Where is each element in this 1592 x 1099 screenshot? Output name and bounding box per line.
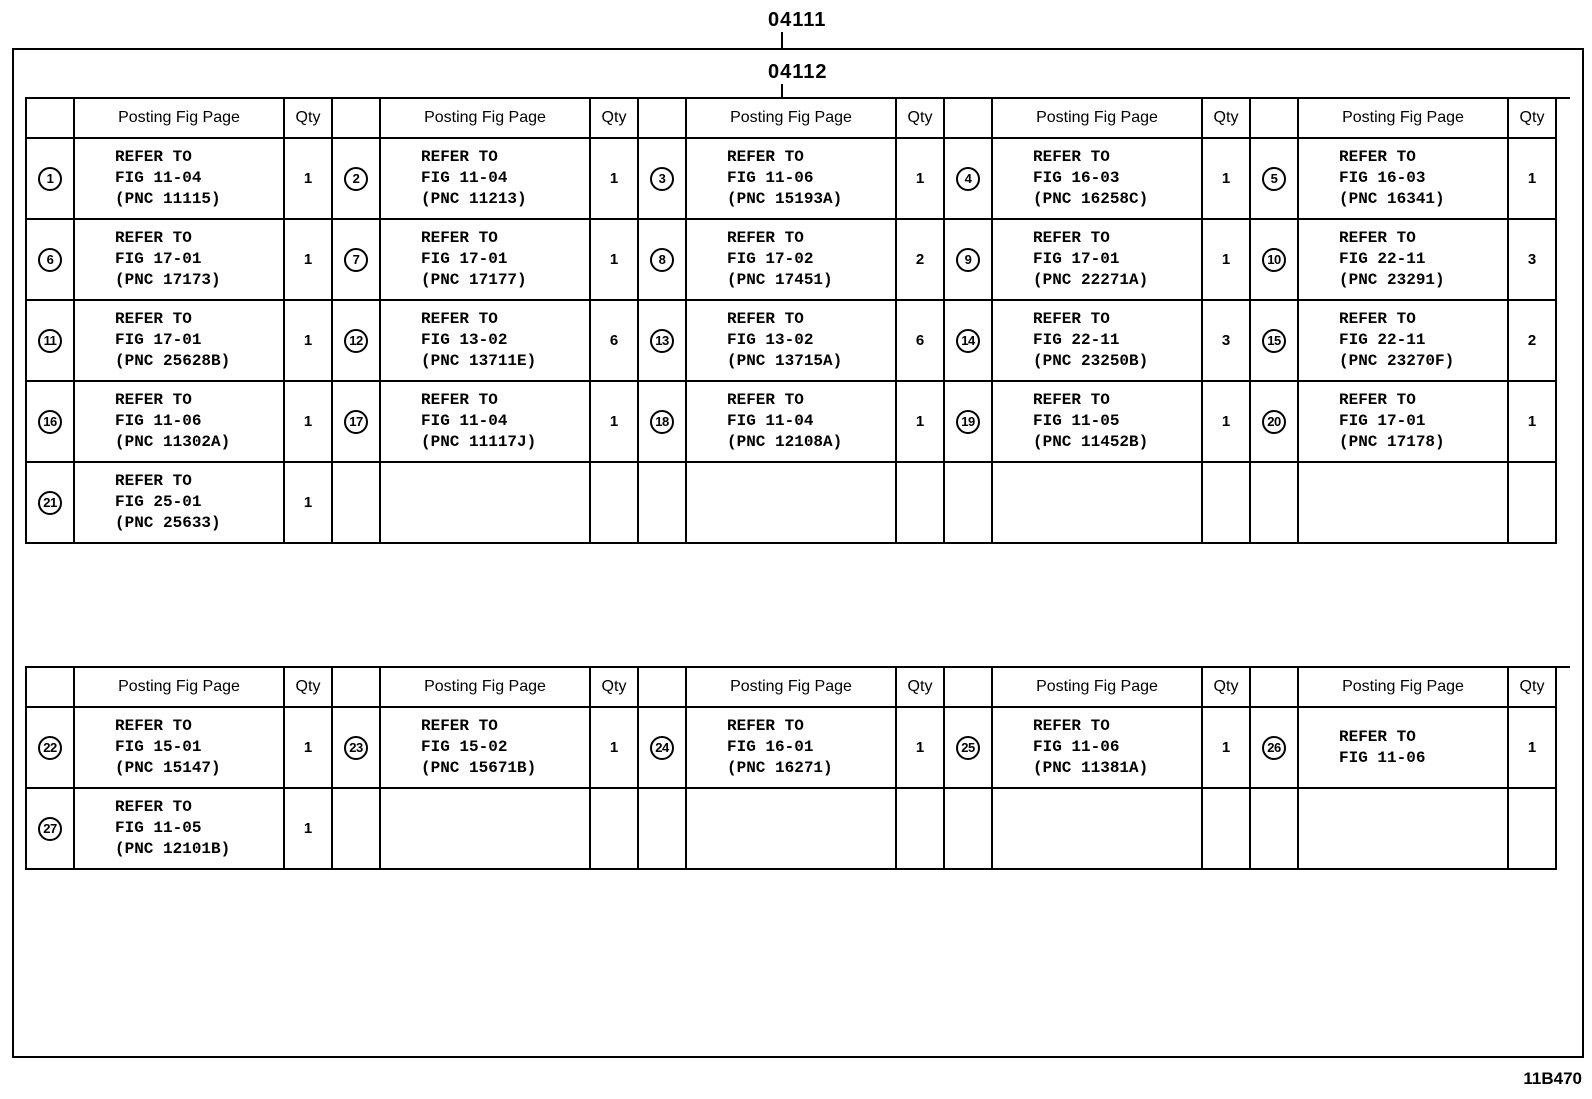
posting-text — [727, 390, 842, 453]
header-posting: Posting Fig Page — [687, 668, 897, 708]
qty-cell: 1 — [591, 708, 639, 789]
posting-cell — [687, 220, 897, 301]
posting-cell — [687, 382, 897, 463]
qty-cell: 1 — [591, 139, 639, 220]
label-04111: 04111 — [768, 9, 827, 31]
posting-cell — [381, 220, 591, 301]
posting-text — [1339, 309, 1454, 372]
posting-line: REFER TO — [727, 391, 804, 409]
parts-table-upper — [25, 97, 1570, 544]
qty-cell: 1 — [1203, 708, 1251, 789]
posting-line: REFER TO — [1339, 391, 1416, 409]
callout-cell — [27, 382, 75, 463]
callout-cell — [1251, 789, 1299, 870]
callout-cell — [333, 382, 381, 463]
callout-number: 9 — [956, 248, 980, 272]
qty-cell: 1 — [591, 382, 639, 463]
posting-line: (PNC 11302A) — [115, 433, 231, 451]
header-num-cell — [639, 668, 687, 708]
posting-cell — [687, 789, 897, 870]
callout-number: 24 — [650, 736, 674, 760]
callout-number: 21 — [38, 491, 62, 515]
posting-line: FIG 17-01 — [421, 250, 508, 268]
posting-text — [1339, 228, 1445, 291]
callout-cell — [1251, 220, 1299, 301]
leader-line-04111 — [781, 32, 783, 48]
posting-line: REFER TO — [727, 148, 804, 166]
header-posting: Posting Fig Page — [1299, 99, 1509, 139]
callout-cell — [1251, 708, 1299, 789]
posting-line: FIG 11-04 — [115, 169, 202, 187]
posting-line: (PNC 16341) — [1339, 190, 1445, 208]
posting-line: (PNC 11381A) — [1033, 759, 1149, 777]
header-qty: Qty — [1509, 99, 1557, 139]
posting-cell — [381, 382, 591, 463]
posting-cell — [75, 382, 285, 463]
callout-cell — [333, 708, 381, 789]
posting-text — [1033, 309, 1148, 372]
callout-number: 23 — [344, 736, 368, 760]
posting-cell — [75, 220, 285, 301]
posting-cell — [1299, 301, 1509, 382]
callout-number: 26 — [1262, 736, 1286, 760]
callout-cell — [945, 708, 993, 789]
posting-cell — [1299, 708, 1509, 789]
qty-cell: 2 — [897, 220, 945, 301]
header-qty: Qty — [1203, 99, 1251, 139]
posting-line: REFER TO — [421, 148, 498, 166]
callout-number: 15 — [1262, 329, 1286, 353]
posting-line: REFER TO — [115, 148, 192, 166]
callout-number: 1 — [38, 167, 62, 191]
callout-cell — [1251, 463, 1299, 544]
posting-line: (PNC 25628B) — [115, 352, 231, 370]
header-qty: Qty — [897, 99, 945, 139]
callout-cell — [27, 220, 75, 301]
posting-line: REFER TO — [1033, 310, 1110, 328]
posting-text — [421, 228, 527, 291]
callout-cell — [945, 220, 993, 301]
callout-number: 4 — [956, 167, 980, 191]
posting-line: (PNC 12108A) — [727, 433, 843, 451]
header-num-cell — [639, 99, 687, 139]
posting-text — [421, 716, 536, 779]
posting-line: FIG 11-06 — [1033, 738, 1120, 756]
posting-line: FIG 22-11 — [1339, 250, 1426, 268]
callout-cell — [945, 139, 993, 220]
qty-cell: 1 — [285, 220, 333, 301]
posting-line: FIG 11-06 — [727, 169, 814, 187]
header-qty: Qty — [591, 668, 639, 708]
callout-number: 5 — [1262, 167, 1286, 191]
qty-cell: 1 — [1203, 139, 1251, 220]
qty-cell — [897, 789, 945, 870]
posting-text — [1033, 228, 1148, 291]
posting-line: FIG 17-01 — [1339, 412, 1426, 430]
posting-line: FIG 13-02 — [727, 331, 814, 349]
callout-number: 2 — [344, 167, 368, 191]
posting-line: FIG 16-03 — [1339, 169, 1426, 187]
header-posting: Posting Fig Page — [75, 99, 285, 139]
posting-line: REFER TO — [115, 798, 192, 816]
posting-line: REFER TO — [115, 229, 192, 247]
posting-cell — [993, 463, 1203, 544]
posting-line: FIG 15-02 — [421, 738, 508, 756]
posting-line: (PNC 15147) — [115, 759, 221, 777]
qty-cell — [897, 463, 945, 544]
posting-cell — [75, 789, 285, 870]
posting-line: REFER TO — [421, 310, 498, 328]
callout-cell — [27, 708, 75, 789]
posting-line: REFER TO — [1033, 229, 1110, 247]
posting-line: (PNC 25633) — [115, 514, 221, 532]
callout-cell — [639, 382, 687, 463]
posting-line: REFER TO — [727, 310, 804, 328]
qty-cell: 1 — [591, 220, 639, 301]
posting-text — [1033, 147, 1148, 210]
qty-cell: 1 — [285, 139, 333, 220]
posting-line: REFER TO — [1339, 148, 1416, 166]
qty-cell: 3 — [1203, 301, 1251, 382]
posting-text — [115, 309, 230, 372]
callout-number: 22 — [38, 736, 62, 760]
posting-line: REFER TO — [421, 717, 498, 735]
callout-cell — [945, 789, 993, 870]
qty-cell: 1 — [897, 708, 945, 789]
header-num-cell — [333, 99, 381, 139]
posting-text — [115, 147, 221, 210]
callout-cell — [333, 789, 381, 870]
qty-cell: 1 — [285, 301, 333, 382]
header-posting: Posting Fig Page — [75, 668, 285, 708]
callout-number: 8 — [650, 248, 674, 272]
callout-number: 18 — [650, 410, 674, 434]
qty-cell — [1203, 463, 1251, 544]
posting-line: (PNC 16271) — [727, 759, 833, 777]
posting-line: REFER TO — [727, 717, 804, 735]
posting-line: REFER TO — [115, 717, 192, 735]
posting-line: (PNC 22271A) — [1033, 271, 1149, 289]
posting-line: FIG 17-01 — [1033, 250, 1120, 268]
posting-line: REFER TO — [1033, 717, 1110, 735]
posting-text — [115, 471, 221, 534]
posting-text — [727, 228, 833, 291]
header-qty: Qty — [285, 99, 333, 139]
posting-line: FIG 11-04 — [421, 169, 508, 187]
parts-table-lower — [25, 666, 1570, 870]
qty-cell — [591, 789, 639, 870]
header-num-cell — [27, 668, 75, 708]
posting-cell — [687, 301, 897, 382]
callout-number: 11 — [38, 329, 62, 353]
posting-line: (PNC 11115) — [115, 190, 221, 208]
posting-text — [421, 390, 536, 453]
callout-number: 20 — [1262, 410, 1286, 434]
callout-cell — [1251, 139, 1299, 220]
posting-line: (PNC 16258C) — [1033, 190, 1149, 208]
posting-line: (PNC 23270F) — [1339, 352, 1455, 370]
posting-line: REFER TO — [1033, 391, 1110, 409]
posting-cell — [1299, 789, 1509, 870]
posting-cell — [993, 301, 1203, 382]
posting-line: FIG 11-05 — [1033, 412, 1120, 430]
qty-cell: 1 — [1509, 382, 1557, 463]
posting-line: FIG 13-02 — [421, 331, 508, 349]
qty-cell: 6 — [591, 301, 639, 382]
header-qty: Qty — [591, 99, 639, 139]
posting-cell — [993, 139, 1203, 220]
posting-cell — [1299, 463, 1509, 544]
posting-line: (PNC 17173) — [115, 271, 221, 289]
posting-text — [727, 716, 833, 779]
posting-text — [1339, 390, 1445, 453]
callout-number: 6 — [38, 248, 62, 272]
posting-line: FIG 11-06 — [115, 412, 202, 430]
header-posting: Posting Fig Page — [993, 99, 1203, 139]
posting-line: REFER TO — [727, 229, 804, 247]
header-num-cell — [27, 99, 75, 139]
header-num-cell — [1251, 668, 1299, 708]
callout-cell — [945, 463, 993, 544]
callout-cell — [27, 789, 75, 870]
qty-cell: 1 — [897, 382, 945, 463]
posting-cell — [687, 708, 897, 789]
callout-cell — [1251, 382, 1299, 463]
posting-line: FIG 22-11 — [1033, 331, 1120, 349]
callout-cell — [639, 220, 687, 301]
posting-text — [115, 228, 221, 291]
posting-cell — [381, 463, 591, 544]
callout-cell — [27, 139, 75, 220]
posting-line: FIG 11-04 — [421, 412, 508, 430]
posting-text — [421, 309, 536, 372]
posting-line: (PNC 17451) — [727, 271, 833, 289]
posting-text — [1339, 147, 1445, 210]
header-posting: Posting Fig Page — [381, 668, 591, 708]
qty-cell: 1 — [285, 708, 333, 789]
header-qty: Qty — [1509, 668, 1557, 708]
posting-line: FIG 15-01 — [115, 738, 202, 756]
posting-text — [1033, 716, 1148, 779]
header-num-cell — [1251, 99, 1299, 139]
posting-cell — [687, 463, 897, 544]
posting-cell — [381, 139, 591, 220]
posting-cell — [1299, 382, 1509, 463]
posting-line: FIG 11-04 — [727, 412, 814, 430]
callout-cell — [639, 139, 687, 220]
qty-cell: 1 — [897, 139, 945, 220]
callout-cell — [1251, 301, 1299, 382]
posting-text — [115, 716, 221, 779]
posting-cell — [993, 220, 1203, 301]
posting-line: FIG 16-03 — [1033, 169, 1120, 187]
posting-cell — [381, 301, 591, 382]
posting-line: (PNC 15193A) — [727, 190, 843, 208]
header-posting: Posting Fig Page — [993, 668, 1203, 708]
posting-line: FIG 17-01 — [115, 331, 202, 349]
posting-line: REFER TO — [115, 310, 192, 328]
header-qty: Qty — [1203, 668, 1251, 708]
qty-cell: 1 — [1509, 139, 1557, 220]
callout-number: 12 — [344, 329, 368, 353]
posting-line: (PNC 23291) — [1339, 271, 1445, 289]
callout-cell — [639, 708, 687, 789]
header-posting: Posting Fig Page — [1299, 668, 1509, 708]
callout-cell — [639, 789, 687, 870]
posting-cell — [993, 708, 1203, 789]
callout-cell — [639, 463, 687, 544]
posting-line: (PNC 15671B) — [421, 759, 537, 777]
qty-cell: 1 — [285, 382, 333, 463]
posting-line: REFER TO — [1339, 229, 1416, 247]
callout-number: 17 — [344, 410, 368, 434]
posting-text — [1033, 390, 1148, 453]
posting-line: (PNC 12101B) — [115, 840, 231, 858]
callout-cell — [333, 463, 381, 544]
qty-cell: 1 — [1509, 708, 1557, 789]
qty-cell — [1509, 463, 1557, 544]
header-num-cell — [945, 668, 993, 708]
posting-cell — [75, 139, 285, 220]
qty-cell: 1 — [1203, 220, 1251, 301]
posting-text — [727, 309, 842, 372]
header-qty: Qty — [285, 668, 333, 708]
qty-cell: 6 — [897, 301, 945, 382]
qty-cell: 1 — [285, 463, 333, 544]
posting-cell — [75, 463, 285, 544]
posting-line: REFER TO — [1339, 310, 1416, 328]
posting-line: REFER TO — [421, 229, 498, 247]
posting-text — [115, 390, 230, 453]
callout-cell — [639, 301, 687, 382]
callout-number: 13 — [650, 329, 674, 353]
callout-number: 3 — [650, 167, 674, 191]
posting-cell — [687, 139, 897, 220]
posting-line: FIG 11-05 — [115, 819, 202, 837]
callout-cell — [333, 301, 381, 382]
callout-number: 27 — [38, 817, 62, 841]
posting-line: (PNC 13715A) — [727, 352, 843, 370]
posting-text — [1339, 727, 1425, 769]
header-qty: Qty — [897, 668, 945, 708]
callout-cell — [27, 301, 75, 382]
posting-line: (PNC 11452B) — [1033, 433, 1149, 451]
posting-text — [421, 147, 527, 210]
callout-cell — [945, 301, 993, 382]
callout-number: 25 — [956, 736, 980, 760]
qty-cell: 1 — [1203, 382, 1251, 463]
posting-line: REFER TO — [115, 472, 192, 490]
posting-line: (PNC 17178) — [1339, 433, 1445, 451]
posting-cell — [381, 708, 591, 789]
header-posting: Posting Fig Page — [687, 99, 897, 139]
callout-number: 7 — [344, 248, 368, 272]
qty-cell: 1 — [285, 789, 333, 870]
posting-text — [727, 147, 842, 210]
posting-cell — [993, 789, 1203, 870]
posting-line: (PNC 13711E) — [421, 352, 537, 370]
posting-line: (PNC 11213) — [421, 190, 527, 208]
callout-cell — [27, 463, 75, 544]
posting-cell — [75, 301, 285, 382]
posting-line: FIG 11-06 — [1339, 748, 1426, 767]
qty-cell: 3 — [1509, 220, 1557, 301]
qty-cell: 2 — [1509, 301, 1557, 382]
callout-number: 19 — [956, 410, 980, 434]
posting-line: FIG 16-01 — [727, 738, 814, 756]
qty-cell — [591, 463, 639, 544]
callout-number: 14 — [956, 329, 980, 353]
posting-line: (PNC 11117J) — [421, 433, 537, 451]
posting-line: FIG 17-02 — [727, 250, 814, 268]
posting-line: FIG 25-01 — [115, 493, 202, 511]
illustration-code: 11B470 — [1523, 1069, 1582, 1088]
posting-line: REFER TO — [1339, 727, 1416, 746]
label-04112: 04112 — [768, 61, 828, 83]
posting-cell — [75, 708, 285, 789]
posting-line: FIG 17-01 — [115, 250, 202, 268]
posting-text — [115, 797, 230, 860]
callout-number: 16 — [38, 410, 62, 434]
posting-line: (PNC 17177) — [421, 271, 527, 289]
header-posting: Posting Fig Page — [381, 99, 591, 139]
qty-cell — [1509, 789, 1557, 870]
header-num-cell — [945, 99, 993, 139]
qty-cell — [1203, 789, 1251, 870]
callout-cell — [333, 139, 381, 220]
posting-line: REFER TO — [115, 391, 192, 409]
callout-number: 10 — [1262, 248, 1286, 272]
posting-line: REFER TO — [421, 391, 498, 409]
posting-line: FIG 22-11 — [1339, 331, 1426, 349]
posting-line: (PNC 23250B) — [1033, 352, 1149, 370]
posting-cell — [993, 382, 1203, 463]
posting-cell — [1299, 220, 1509, 301]
posting-cell — [381, 789, 591, 870]
posting-line: REFER TO — [1033, 148, 1110, 166]
callout-cell — [945, 382, 993, 463]
header-num-cell — [333, 668, 381, 708]
leader-line-04112 — [781, 84, 783, 98]
callout-cell — [333, 220, 381, 301]
posting-cell — [1299, 139, 1509, 220]
